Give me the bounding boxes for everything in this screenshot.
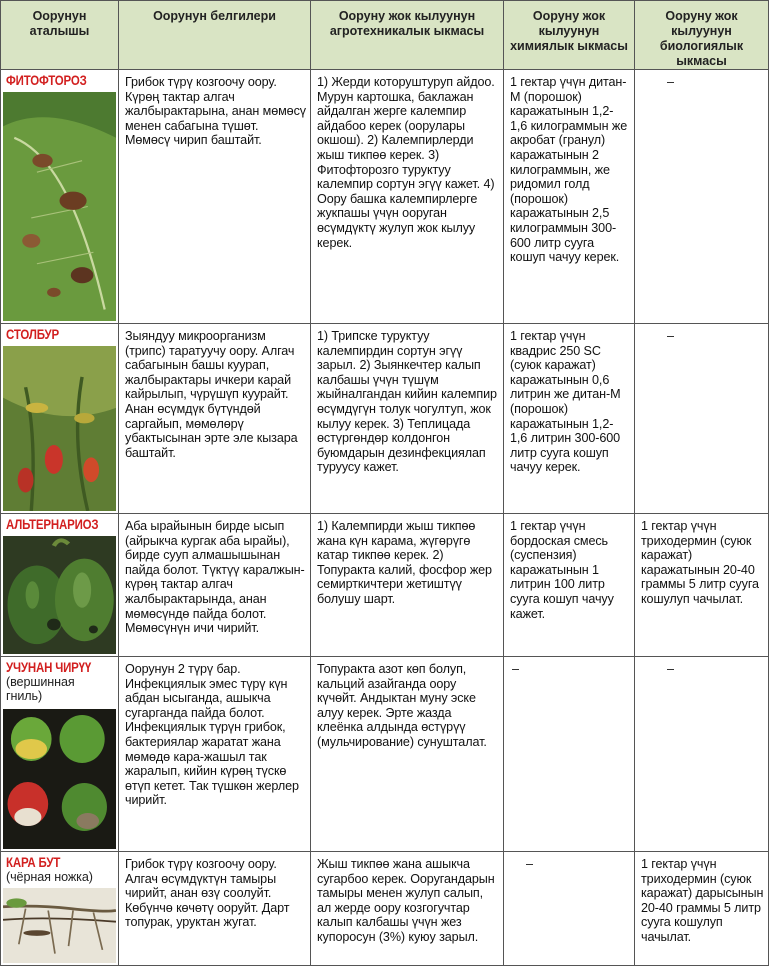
rotten-peppers-photo bbox=[3, 709, 116, 849]
empty-dash: – bbox=[512, 662, 519, 676]
disease-name: СТОЛБУР bbox=[6, 327, 59, 342]
header-chemical: Ооруну жок кылуунун химиялык ыкмасы bbox=[504, 1, 635, 70]
chemical-cell bbox=[504, 657, 635, 852]
agrotech-cell: Жыш тикпөө жана ашыкча сугарбоо керек. Ооругандарын тамыры менен жулуп салып, ал жерде оору козгогучтар калып калбашы үчүн жез купоросун (3%) куюу зарыл. bbox=[311, 852, 504, 966]
empty-dash: – bbox=[667, 329, 674, 343]
disease-cell bbox=[1, 514, 119, 657]
seedling-roots-photo bbox=[3, 888, 116, 963]
symptoms-cell: Зыяндуу микроорганизм (трипс) таратуучу оору. Алгач сабагынын башы куурап, жалбырактары ичкери карай кайрылып, чүрүшүп куурайт. Анан өсүмдүк бүтүндөй саргайып, мөмөлөрү убактысынан эрте эле кызара баштайт. bbox=[119, 324, 311, 514]
empty-dash: – bbox=[667, 662, 674, 676]
biological-cell bbox=[635, 324, 769, 514]
biological-cell bbox=[635, 657, 769, 852]
disease-name: УЧУНАН ЧИРҮҮ bbox=[6, 660, 92, 675]
biological-cell: 1 гектар үчүн триходермин (суюк каражат) дарысынын 20-40 граммы 5 литр сууга кошулуп чачылат. bbox=[635, 852, 769, 966]
table-row bbox=[1, 70, 769, 324]
disease-alt-name: (чёрная ножка) bbox=[6, 870, 93, 884]
symptoms-cell: Оорунун 2 түрү бар. Инфекциялык эмес түрү күн абдан ысыганда, ашыкча сугарганда пайда болот. Инфекциялык түрүн грибок, бактериялар жаратат жана мөмөдө кара-жашыл так жаралып, кийин күрөң түскө өтүп кетет. Так түшкөн жерлер чирийт. bbox=[119, 657, 311, 852]
header-row bbox=[1, 1, 769, 70]
disease-alt-name: (вершинная гниль) bbox=[6, 675, 75, 703]
disease-name: КАРА БУТ bbox=[6, 855, 61, 870]
table-row bbox=[1, 657, 769, 852]
table-row bbox=[1, 852, 769, 966]
empty-dash: – bbox=[526, 857, 533, 871]
table-row bbox=[1, 324, 769, 514]
disease-cell bbox=[1, 70, 119, 324]
symptoms-cell: Грибок түрү козгоочу оору. Күрөң тактар алгач жалбырактарына, анан мөмөсү менен сабагына түшөт. Мөмөсү чирип баштайт. bbox=[119, 70, 311, 324]
chemical-cell: 1 гектар үчүн дитан-М (порошок) каражатынын 1,2-1,6 килограммын же акробат (гранул) каражатынын 2 килограммын, же ридомил голд (порошок) каражатынын 2,5 килограммын 300-600 литр сууга кошуп чачуу керек. bbox=[504, 70, 635, 324]
header-symptoms: Оорунун белгилери bbox=[119, 1, 311, 70]
empty-dash: – bbox=[667, 75, 674, 89]
agrotech-cell: 1) Жерди которуштуруп айдоо. Мурун картошка, баклажан айдалган жерге калемпир айдабоо керек (оорулары окшош). 2) Калемпирлерди жыш тикпөө керек. 3) Фитофторозго туруктуу калемпир сортун эгүү кажет. 4) Оору башка калемпирлерге жукпашы үчүн ооруган өсүмдүктү жулуп жок кылуу керек. bbox=[311, 70, 504, 324]
green-pepper-photo bbox=[3, 536, 116, 654]
agrotech-cell: 1) Калемпирди жыш тикпөө жана күн карама, жүгөрүгө катар тикпөө керек. 2) Топуракта калий, фосфор жер семирткичтери жетиштүү болушу шарт. bbox=[311, 514, 504, 657]
chemical-cell: 1 гектар үчүн квадрис 250 SC (суюк каражат) каражатынын 0,6 литрин же дитан-М (порошок) каражатынын 1,2-1,6 литрин 300-600 литр сууга кошуп чачуу керек. bbox=[504, 324, 635, 514]
disease-cell bbox=[1, 324, 119, 514]
disease-name: АЛЬТЕРНАРИОЗ bbox=[6, 517, 99, 532]
biological-cell bbox=[635, 70, 769, 324]
agrotech-cell: 1) Трипске туруктуу калемпирдин сортун эгүү зарыл. 2) Зыянкечтер калып калбашы үчүн түшүм жыйналгандан кийин калемпир өсүмдүгүн толук чогултуп, жок кылуу керек. 3) Теплицада өстүргөндөр колдонгон буюмдарын дезинфекциялап туруусу кажет. bbox=[311, 324, 504, 514]
agrotech-cell: Топуракта азот көп болуп, кальций азайганда оору күчөйт. Андыктан муну эске алуу керек. Эрте жазда клеёнка алдында өстүрүү (мульчирование) сунушталат. bbox=[311, 657, 504, 852]
header-agrotech: Ооруну жок кылуунун агротехникалык ыкмасы bbox=[311, 1, 504, 70]
disease-name: ФИТОФТОРОЗ bbox=[6, 73, 87, 88]
header-disease-name: Оорунун аталышы bbox=[1, 1, 119, 70]
pepper-leaf-photo bbox=[3, 92, 116, 321]
symptoms-cell: Грибок түрү козгоочу оору. Алгач өсүмдүктүн тамыры чирийт, анан өзү соолуйт. Көбүнчө көчөтү ооруйт. Дарт топурак, уруктан жугат. bbox=[119, 852, 311, 966]
disease-cell bbox=[1, 852, 119, 966]
pepper-plant-photo bbox=[3, 346, 116, 511]
biological-cell: 1 гектар үчүн триходермин (суюк каражат) каражатынын 20-40 граммы 5 литр сууга кошулуп чачылат. bbox=[635, 514, 769, 657]
header-biological: Ооруну жок кылуунун биологиялык ыкмасы bbox=[635, 1, 769, 70]
table-row bbox=[1, 514, 769, 657]
chemical-cell: 1 гектар үчүн бордоская смесь (суспензия) каражатынын 1 литрин 100 литр сууга кошуп чачуу кажет. bbox=[504, 514, 635, 657]
chemical-cell bbox=[504, 852, 635, 966]
disease-cell bbox=[1, 657, 119, 852]
symptoms-cell: Аба ырайынын бирде ысып (айрыкча кургак аба ырайы), бирде сууп алмашышынан пайда болот. Түктүү каралжын-күрөң тактар алгач жалбырактарында, анан мөмөсүндө пайда болот. Мөмөсүнүн ичи чирийт. bbox=[119, 514, 311, 657]
